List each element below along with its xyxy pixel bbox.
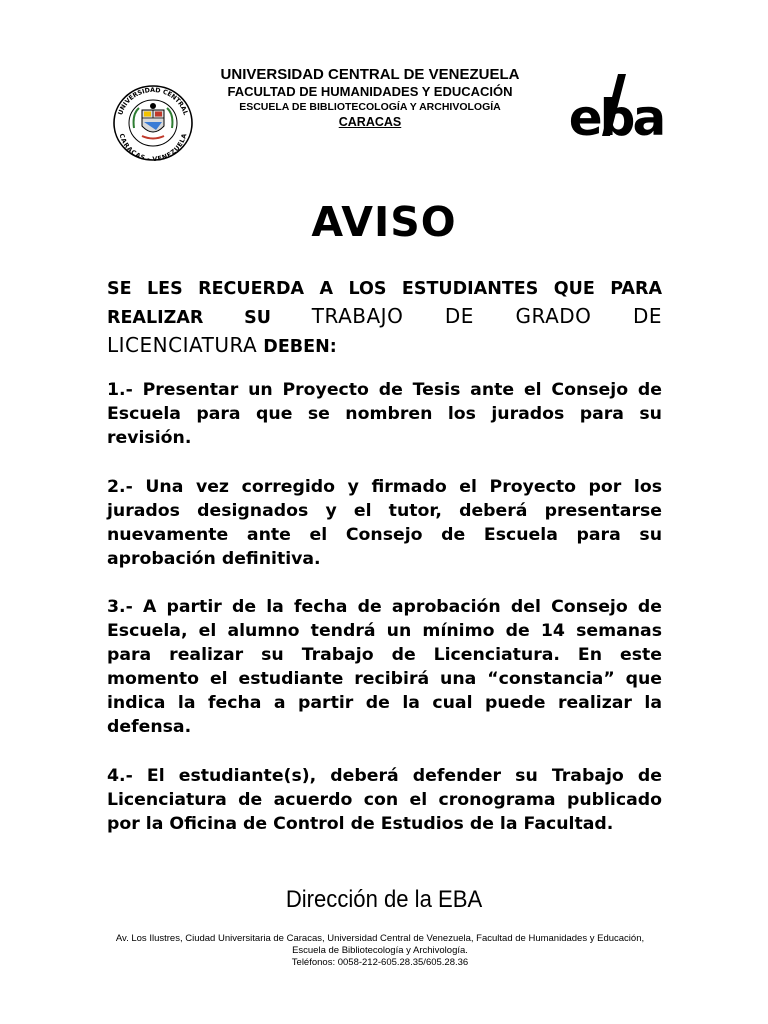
letterhead [200, 66, 540, 130]
seal-top-text: UNIVERSIDAD CENTRAL [117, 86, 189, 117]
requirement-item-4: 4.- El estudiante(s), deberá defender su Trabajo de Licenciatura de acuerdo con el cronograma publicado por la Oficina de Control de Estudios de la Facultad. [107, 766, 662, 834]
footer-line-3: Teléfonos: 0058-212-605.28.35/605.28.36 [291, 957, 469, 968]
school-name: ESCUELA DE BIBLIOTECOLOGÍA Y ARCHIVOLOGÍA [239, 101, 501, 113]
intro-paragraph [107, 276, 662, 361]
page-title: AVISO [311, 198, 457, 246]
university-seal-icon [112, 84, 194, 162]
footer-address [60, 933, 700, 969]
intro-line-2a: REALIZAR SU [107, 308, 271, 328]
footer-line-2: Escuela de Bibliotecología y Archivología. [292, 945, 468, 956]
intro-line-3a: LICENCIATURA [107, 333, 258, 357]
requirement-item-2: 2.- Una vez corregido y firmado el Proyecto por los jurados designados y el tutor, deberá presentarse nuevamente ante el Consejo de Escuela para su aprobación definitiva. [107, 477, 662, 569]
eba-logo-icon [566, 72, 666, 140]
university-name: UNIVERSIDAD CENTRAL DE VENEZUELA [220, 66, 520, 83]
intro-line-3 [107, 332, 662, 361]
intro-line-1: SE LES RECUERDA A LOS ESTUDIANTES QUE PARA [107, 279, 662, 299]
faculty-name: FACULTAD DE HUMANIDADES Y EDUCACIÓN [227, 84, 513, 99]
signature: Dirección de la EBA [285, 886, 483, 913]
requirement-item-1: 1.- Presentar un Proyecto de Tesis ante el Consejo de Escuela para que se nombren los jurados para su revisión. [107, 380, 662, 448]
intro-line-2 [107, 303, 662, 332]
eba-logo-text: eba [568, 89, 664, 140]
svg-text:CARACAS - VENEZUELA [118, 133, 189, 162]
footer-line-1: Av. Los Ilustres, Ciudad Universitaria de Caracas, Universidad Central de Venezuela, Facultad de Humanidades y Educación, [115, 933, 645, 944]
city-name: CARACAS [338, 115, 402, 129]
intro-line-3b: DEBEN: [257, 337, 337, 357]
seal-bottom-text: CARACAS - VENEZUELA [117, 132, 189, 162]
requirement-item-3: 3.- A partir de la fecha de aprobación del Consejo de Escuela, el alumno tendrá un mínimo de 14 semanas para realizar su Trabajo de Licenciatura. En este momento el estudiante recibirá una “constancia” que indica la fecha a partir de la cual puede realizar la defensa. [107, 597, 662, 737]
intro-line-2b: TRABAJO DE GRADO DE [311, 304, 662, 328]
